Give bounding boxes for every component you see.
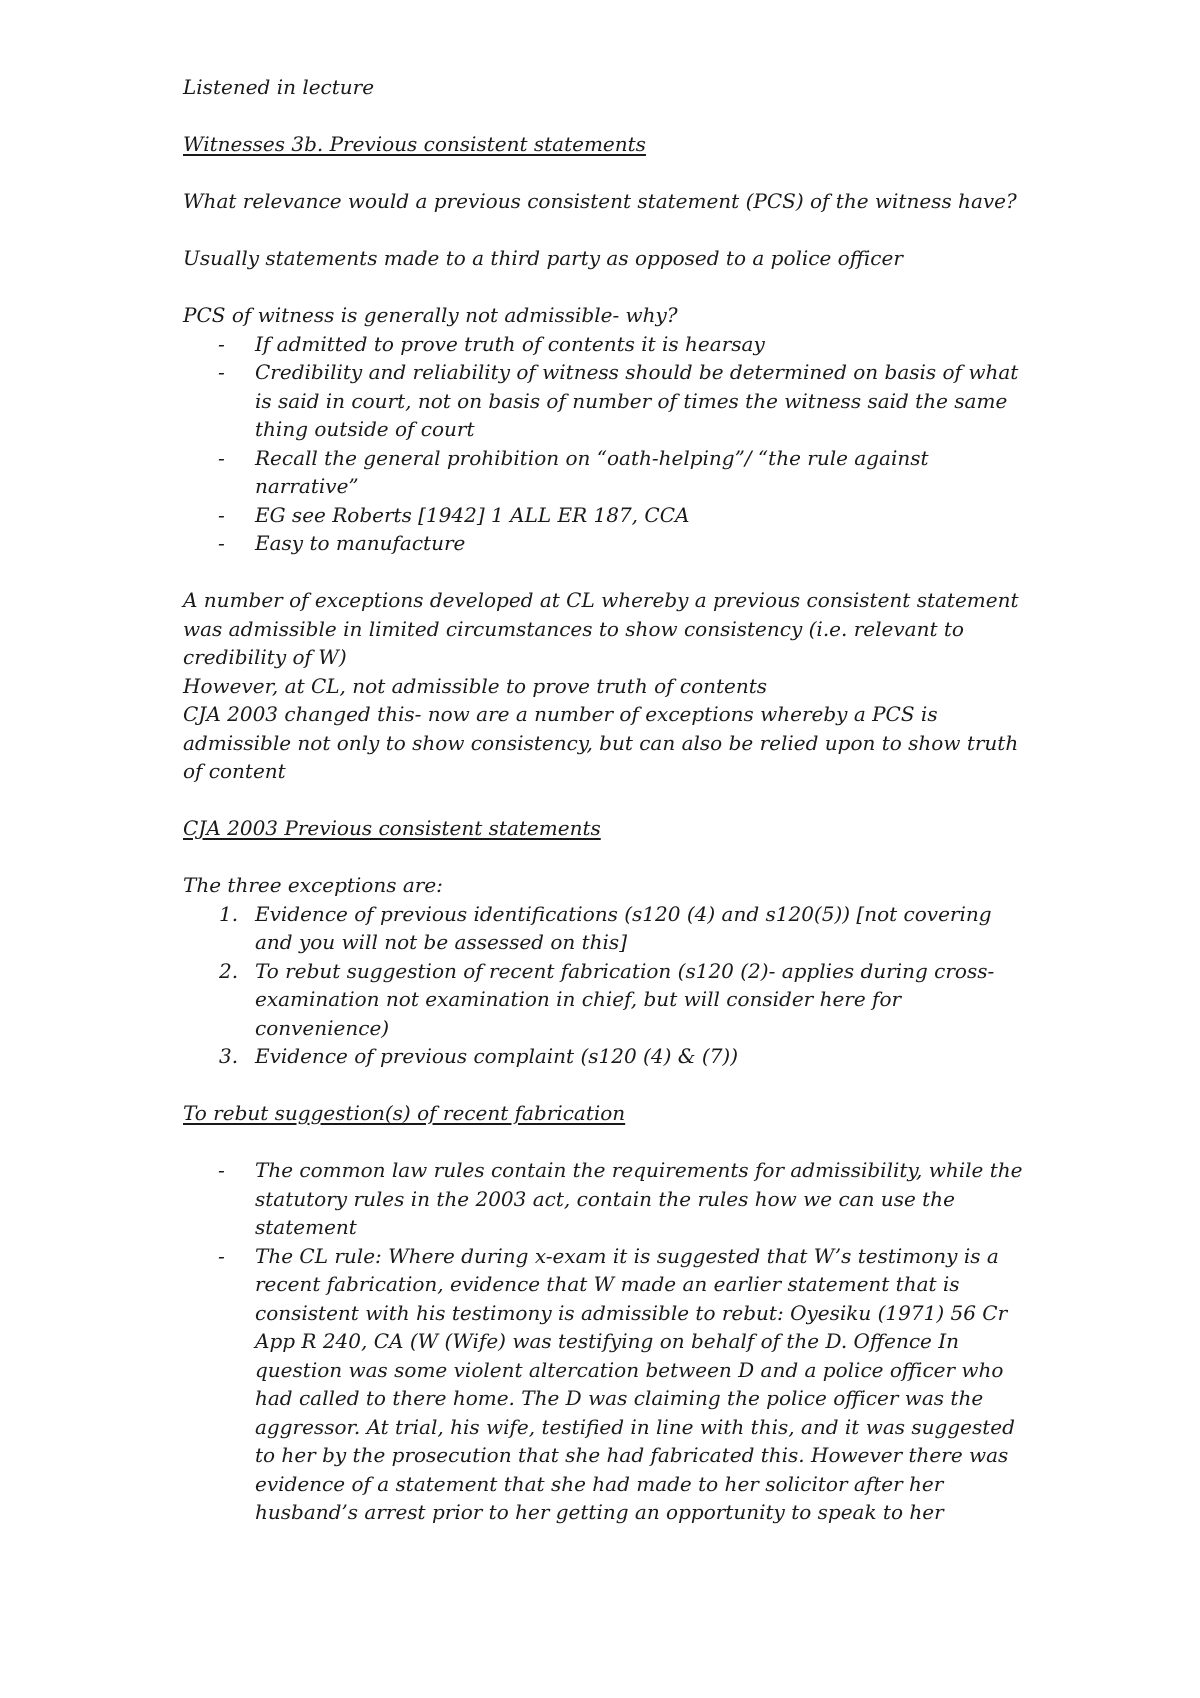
document-body [183, 73, 1033, 1527]
dash-bullet: - [218, 502, 225, 527]
fabrication-points-list [183, 1156, 1033, 1527]
list-item: - The CL rule: Where during x-exam it is suggested that W’s testimony is a recent fabrication, evidence that W made an earlier statement that is consistent with his testimony is admissible to rebut: Oyesiku (1971) 56 Cr App R 240, CA (W (Wife) was testifying on behalf of the D. Offence In question was some violent altercation between D and a police officer who had called to there home. The D was claiming the police officer was the aggressor. At trial, his wife, testified in line with this, and it was suggested to her by the prosecution that she had fabricated this. However there was evidence of a statement that she had made to her solicitor after her husband’s arrest prior to her getting an opportunity to speak to her [218, 1243, 1015, 1524]
exceptions-list [183, 900, 1033, 1071]
list-item: - EG see Roberts [1942] 1 ALL ER 187, CCA [183, 501, 1033, 530]
list-number: 1. [219, 901, 239, 926]
third-party-note: Usually statements made to a third party as opposed to a police officer [183, 246, 903, 270]
section-heading-previous-consistent-statements: Witnesses 3b. Previous consistent statements [183, 132, 646, 156]
relevance-question: What relevance would a previous consistent statement (PCS) of the witness have? [183, 189, 1017, 213]
list-item: - If admitted to prove truth of contents it is hearsay [183, 330, 1033, 359]
list-item: - Credibility and reliability of witness should be determined on basis of what is said in court, not on basis of number of times the witness said the same thing outside of court [218, 360, 1019, 441]
exceptions-paragraph-line: CJA 2003 changed this- now are a number of exceptions whereby a PCS is admissible not only to show consistency, but can also be relied upon to show truth of content [183, 702, 1019, 783]
dash-bullet: - [218, 331, 225, 356]
dash-bullet: - [218, 531, 225, 555]
section-heading-recent-fabrication: To rebut suggestion(s) of recent fabrication [183, 1101, 626, 1125]
list-item: 1. Evidence of previous identifications (s120 (4) and s120(5)) [not covering and you will not be assessed on this] [219, 901, 992, 954]
list-number: 3. [219, 1044, 239, 1068]
dash-bullet: - [218, 1158, 225, 1182]
list-item: - Easy to manufacture [183, 529, 1033, 558]
dash-bullet: - [218, 1243, 225, 1268]
reasons-list [183, 330, 1033, 558]
dash-bullet: - [218, 360, 225, 384]
list-item: - Recall the general prohibition on “oath-helping”/ “the rule against narrative” [218, 445, 929, 498]
list-item: 3. Evidence of previous complaint (s120 (4) & (7)) [183, 1042, 1033, 1071]
exceptions-paragraph-line: However, at CL, not admissible to prove truth of contents [183, 673, 768, 698]
exceptions-intro: The three exceptions are: [183, 873, 443, 897]
dash-bullet: - [218, 445, 225, 470]
list-item: 2. To rebut suggestion of recent fabrication (s120 (2)- applies during cross-examination not examination in chief, but will consider here for convenience) [219, 958, 995, 1040]
section-heading-cja-2003: CJA 2003 Previous consistent statements [183, 816, 601, 840]
pcs-inadmissible-intro: PCS of witness is generally not admissible- why? [183, 303, 678, 327]
list-number: 2. [219, 958, 239, 983]
exceptions-paragraph-line: A number of exceptions developed at CL whereby a previous consistent statement was admissible in limited circumstances to show consistency (i.e. relevant to credibility of W) [183, 588, 1019, 669]
list-item: - The common law rules contain the requirements for admissibility, while the statutory rules in the 2003 act, contain the rules how we can use the statement [218, 1158, 1023, 1239]
header-note: Listened in lecture [183, 75, 375, 99]
